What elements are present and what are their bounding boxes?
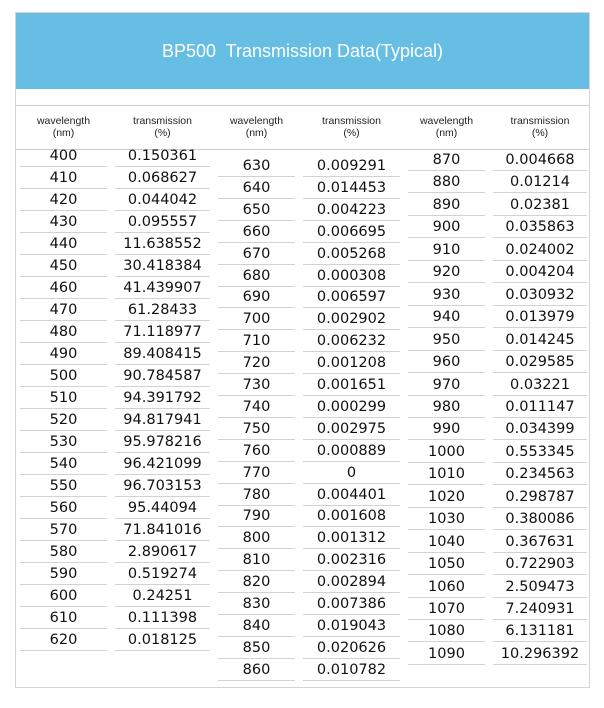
- wavelength-cell: 720: [218, 352, 295, 374]
- wavelength-cell: 660: [218, 221, 295, 243]
- transmission-cell: 0.111398: [115, 607, 210, 629]
- wavelength-cell: 790: [218, 505, 295, 527]
- transmission-cell: 0.002894: [303, 571, 400, 593]
- transmission-cell: 0.001608: [303, 505, 400, 527]
- transmission-cell: 96.703153: [115, 475, 210, 497]
- transmission-cell: 95.44094: [115, 497, 210, 519]
- wavelength-cell: 870: [408, 149, 485, 171]
- wavelength-cell: 750: [218, 418, 295, 440]
- transmission-cell: 0.001651: [303, 374, 400, 396]
- transmission-cell: 0.298787: [493, 486, 587, 508]
- wavelength-cell: 920: [408, 261, 485, 283]
- wavelength-cell: 980: [408, 396, 485, 418]
- wavelength-cell: 1090: [408, 643, 485, 665]
- wavelength-cell: 530: [20, 431, 107, 453]
- wavelength-cell: 400: [20, 145, 107, 167]
- transmission-cell: 71.841016: [115, 519, 210, 541]
- wavelength-cell: 620: [20, 629, 107, 651]
- transmission-cell: 0.034399: [493, 418, 587, 440]
- transmission-cell: 6.131181: [493, 620, 587, 642]
- wavelength-cell: 860: [218, 659, 295, 681]
- transmission-cell: 0.019043: [303, 615, 400, 637]
- transmission-cell: 0.722903: [493, 553, 587, 575]
- wavelength-cell: 640: [218, 177, 295, 199]
- column-header-label: transmission: [510, 115, 570, 127]
- wavelength-cell: 710: [218, 330, 295, 352]
- wavelength-cell: 890: [408, 194, 485, 216]
- wavelength-cell: 610: [20, 607, 107, 629]
- transmission-cell: 30.418384: [115, 255, 210, 277]
- transmission-cell: 95.978216: [115, 431, 210, 453]
- wavelength-cell: 970: [408, 374, 485, 396]
- wavelength-cell: 460: [20, 277, 107, 299]
- transmission-cell: 0.24251: [115, 585, 210, 607]
- transmission-cell: 0.029585: [493, 351, 587, 373]
- wavelength-cell: 850: [218, 637, 295, 659]
- column-header-2: [111, 106, 214, 148]
- transmission-cell: 0.02381: [493, 194, 587, 216]
- transmission-cell: 0.002316: [303, 549, 400, 571]
- wavelength-cell: 1040: [408, 531, 485, 553]
- transmission-cell: 0.011147: [493, 396, 587, 418]
- wavelength-cell: 780: [218, 484, 295, 506]
- transmission-cell: 2.509473: [493, 576, 587, 598]
- wavelength-cell: 550: [20, 475, 107, 497]
- transmission-cell: 0.000308: [303, 265, 400, 287]
- column-header-label: wavelength: [419, 115, 474, 127]
- wavelength-cell: 1050: [408, 553, 485, 575]
- column-header-label: wavelength: [36, 115, 91, 127]
- wavelength-cell: 570: [20, 519, 107, 541]
- transmission-cell: 7.240931: [493, 598, 587, 620]
- transmission-cell: 0.380086: [493, 508, 587, 530]
- column-header-1: [16, 106, 111, 148]
- column-header-label: wavelength: [229, 115, 284, 127]
- transmission-cell: 0.005268: [303, 243, 400, 265]
- wavelength-cell: 740: [218, 396, 295, 418]
- column-header-label: transmission: [322, 115, 381, 127]
- column-header-unit: (%): [343, 127, 360, 139]
- wavelength-cell: 650: [218, 199, 295, 221]
- wavelength-cell: 1030: [408, 508, 485, 530]
- wavelength-cell: 500: [20, 365, 107, 387]
- transmission-cell: 0.004223: [303, 199, 400, 221]
- transmission-cell: 0.014245: [493, 329, 587, 351]
- transmission-cell: 0.018125: [115, 629, 210, 651]
- wavelength-cell: 680: [218, 265, 295, 287]
- wavelength-cell: 430: [20, 211, 107, 233]
- transmission-cell: 0.000299: [303, 396, 400, 418]
- wavelength-cell: 410: [20, 167, 107, 189]
- wavelength-cell: 820: [218, 571, 295, 593]
- transmission-cell: 41.439907: [115, 277, 210, 299]
- transmission-cell: 71.118977: [115, 321, 210, 343]
- transmission-cell: 0.006695: [303, 221, 400, 243]
- wavelength-cell: 580: [20, 541, 107, 563]
- transmission-cell: 0.002902: [303, 308, 400, 330]
- wavelength-cell: 630: [218, 155, 295, 177]
- transmission-cell: 61.28433: [115, 299, 210, 321]
- table-title: BP500 Transmission Data(Typical): [16, 13, 589, 89]
- wavelength-cell: 930: [408, 284, 485, 306]
- wavelength-cell: 940: [408, 306, 485, 328]
- transmission-cell: 0.009291: [303, 155, 400, 177]
- transmission-cell: 0.519274: [115, 563, 210, 585]
- wavelength-cell: 440: [20, 233, 107, 255]
- wavelength-cell: 690: [218, 286, 295, 308]
- transmission-cell: 0.004204: [493, 261, 587, 283]
- column-header-label: transmission: [133, 115, 192, 127]
- wavelength-cell: 450: [20, 255, 107, 277]
- wavelength-cell: 910: [408, 239, 485, 261]
- transmission-cell: 0.030932: [493, 284, 587, 306]
- transmission-cell: 0.553345: [493, 441, 587, 463]
- transmission-cell: 0.014453: [303, 177, 400, 199]
- transmission-cell: 94.391792: [115, 387, 210, 409]
- transmission-cell: 0.035863: [493, 216, 587, 238]
- column-header-6: [489, 106, 591, 148]
- transmission-cell: 0.013979: [493, 306, 587, 328]
- transmission-cell: 0.367631: [493, 531, 587, 553]
- transmission-cell: 0.020626: [303, 637, 400, 659]
- wavelength-cell: 540: [20, 453, 107, 475]
- transmission-cell: 0.006232: [303, 330, 400, 352]
- wavelength-cell: 900: [408, 216, 485, 238]
- transmission-cell: 11.638552: [115, 233, 210, 255]
- wavelength-cell: 420: [20, 189, 107, 211]
- transmission-cell: 0.044042: [115, 189, 210, 211]
- wavelength-cell: 730: [218, 374, 295, 396]
- wavelength-cell: 590: [20, 563, 107, 585]
- column-header-unit: (%): [531, 127, 549, 139]
- wavelength-cell: 470: [20, 299, 107, 321]
- transmission-cell: 0.001312: [303, 527, 400, 549]
- wavelength-cell: 490: [20, 343, 107, 365]
- transmission-cell: 0.002975: [303, 418, 400, 440]
- transmission-cell: 94.817941: [115, 409, 210, 431]
- transmission-cell: 0.095557: [115, 211, 210, 233]
- column-header-3: [214, 106, 299, 148]
- wavelength-cell: 480: [20, 321, 107, 343]
- transmission-cell: 0.007386: [303, 593, 400, 615]
- wavelength-cell: 510: [20, 387, 107, 409]
- wavelength-cell: 600: [20, 585, 107, 607]
- column-header-unit: (nm): [435, 127, 458, 139]
- wavelength-cell: 840: [218, 615, 295, 637]
- wavelength-cell: 670: [218, 243, 295, 265]
- transmission-cell: 10.296392: [493, 643, 587, 665]
- transmission-cell: 0.006597: [303, 286, 400, 308]
- wavelength-cell: 560: [20, 497, 107, 519]
- transmission-cell: 0.150361: [115, 145, 210, 167]
- transmission-cell: 0.001208: [303, 352, 400, 374]
- transmission-cell: 0.010782: [303, 659, 400, 681]
- wavelength-cell: 880: [408, 171, 485, 193]
- transmission-cell: 96.421099: [115, 453, 210, 475]
- wavelength-cell: 950: [408, 329, 485, 351]
- transmission-cell: 0.004401: [303, 484, 400, 506]
- column-header-4: [299, 106, 404, 148]
- wavelength-cell: 760: [218, 440, 295, 462]
- wavelength-cell: 1080: [408, 620, 485, 642]
- column-header-unit: (nm): [52, 127, 75, 139]
- column-header-5: [404, 106, 489, 148]
- column-header-unit: (nm): [245, 127, 268, 139]
- transmission-cell: 0.000889: [303, 440, 400, 462]
- wavelength-cell: 770: [218, 462, 295, 484]
- column-header-unit: (%): [154, 127, 171, 139]
- transmission-cell: 0.234563: [493, 463, 587, 485]
- transmission-cell: 0.03221: [493, 374, 587, 396]
- transmission-cell: 0.004668: [493, 149, 587, 171]
- wavelength-cell: 800: [218, 527, 295, 549]
- wavelength-cell: 520: [20, 409, 107, 431]
- wavelength-cell: 1070: [408, 598, 485, 620]
- wavelength-cell: 960: [408, 351, 485, 373]
- wavelength-cell: 1010: [408, 463, 485, 485]
- wavelength-cell: 700: [218, 308, 295, 330]
- transmission-cell: 2.890617: [115, 541, 210, 563]
- transmission-table: [15, 12, 590, 688]
- wavelength-cell: 1020: [408, 486, 485, 508]
- transmission-cell: 0.01214: [493, 171, 587, 193]
- transmission-cell: 90.784587: [115, 365, 210, 387]
- wavelength-cell: 830: [218, 593, 295, 615]
- wavelength-cell: 810: [218, 549, 295, 571]
- transmission-cell: 89.408415: [115, 343, 210, 365]
- transmission-cell: 0.068627: [115, 167, 210, 189]
- transmission-cell: 0: [303, 462, 400, 484]
- transmission-cell: 0.024002: [493, 239, 587, 261]
- wavelength-cell: 990: [408, 418, 485, 440]
- wavelength-cell: 1000: [408, 441, 485, 463]
- wavelength-cell: 1060: [408, 576, 485, 598]
